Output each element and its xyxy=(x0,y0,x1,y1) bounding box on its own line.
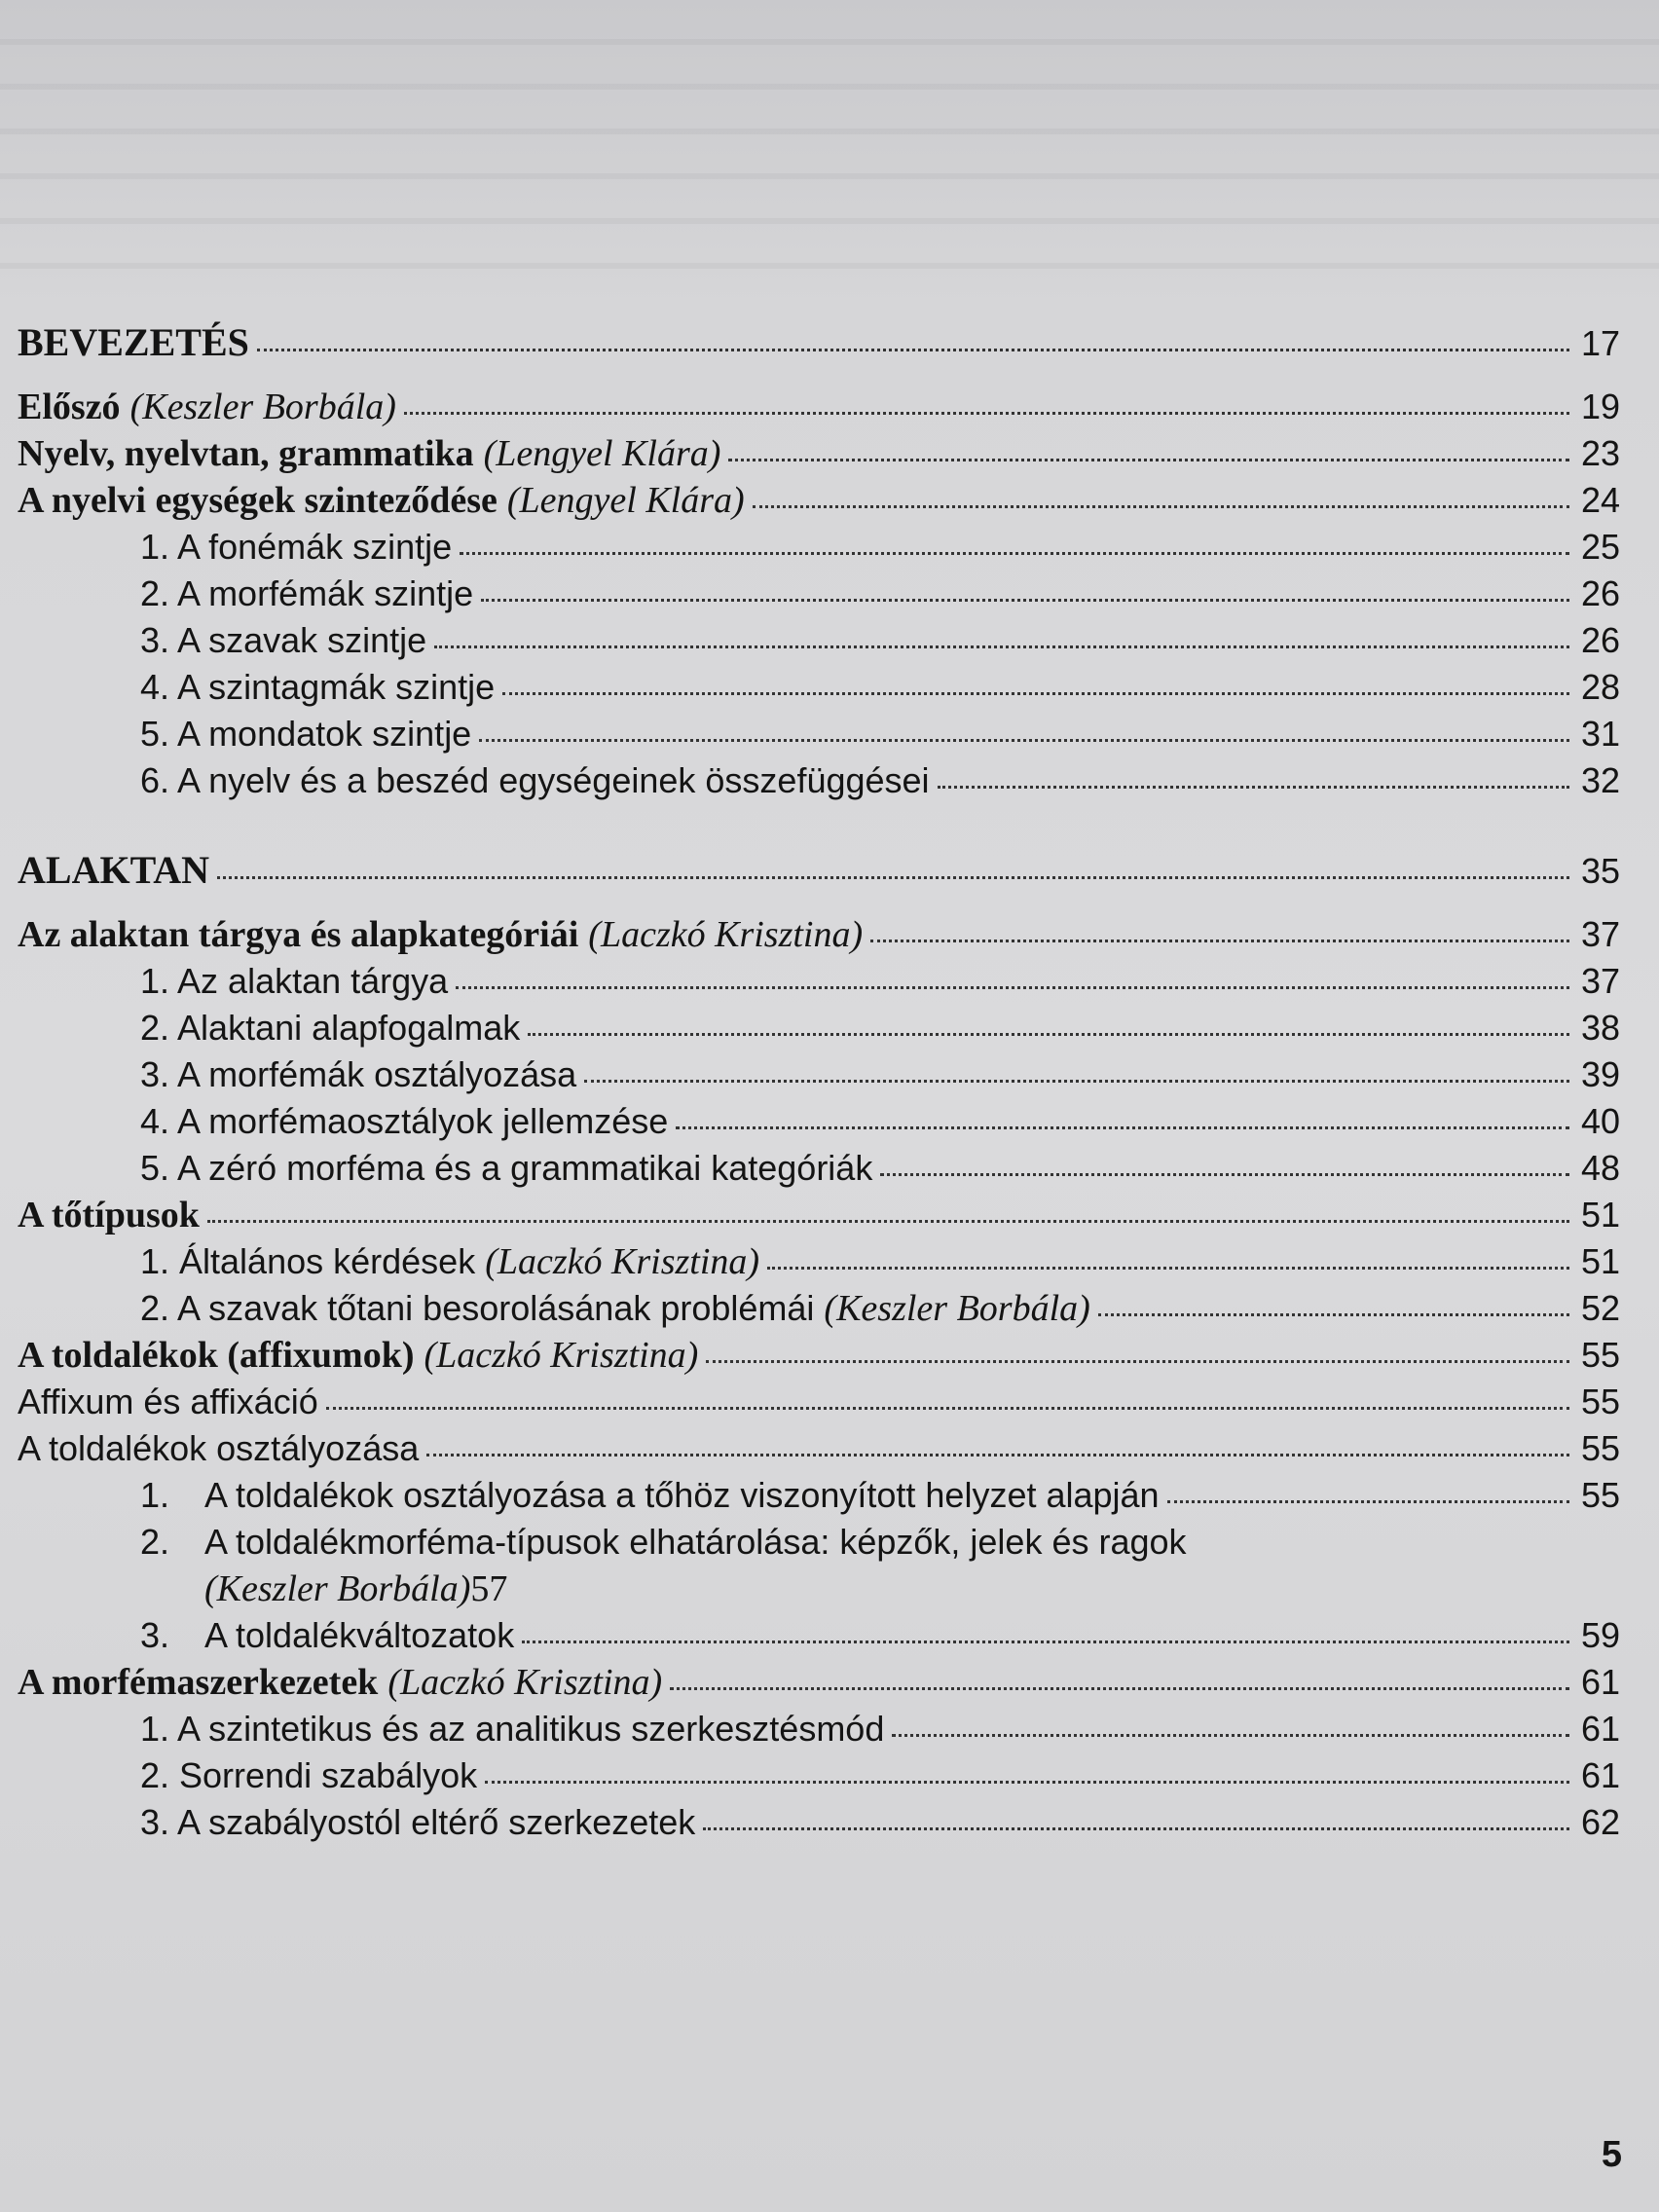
entry-page-number: 24 xyxy=(1580,480,1620,520)
entry-title: A nyelvi egységek szinteződése xyxy=(18,480,498,521)
entry-page-number: 25 xyxy=(1580,527,1620,567)
entry-number: 3. xyxy=(140,1615,170,1655)
dot-leader xyxy=(502,692,1569,695)
toc-entry xyxy=(18,1051,1620,1098)
section-title: BEVEZETÉS xyxy=(18,320,249,364)
toc-entry xyxy=(18,1472,1620,1519)
toc-entry xyxy=(18,1005,1620,1051)
entry-title: 5. A zéró morféma és a grammatikai kategóriák xyxy=(140,1148,873,1188)
entry-page-number: 26 xyxy=(1580,573,1620,613)
dot-leader xyxy=(706,1360,1569,1363)
toc-entry xyxy=(18,1192,1620,1238)
entry-title: 3. A szavak szintje xyxy=(140,620,427,660)
toc-entry xyxy=(18,524,1620,571)
entry-page-number: 59 xyxy=(1580,1615,1620,1655)
toc-entry xyxy=(18,1659,1620,1706)
entry-title: Nyelv, nyelvtan, grammatika xyxy=(18,433,474,474)
entry-page-number: 51 xyxy=(1580,1195,1620,1235)
entry-page-number: 37 xyxy=(1580,914,1620,954)
dot-leader xyxy=(676,1126,1569,1129)
dot-leader xyxy=(1098,1313,1569,1316)
entry-page-number: 55 xyxy=(1580,1475,1620,1515)
toc-entry xyxy=(18,1425,1620,1472)
toc-entry xyxy=(18,1098,1620,1145)
section-page-number: 35 xyxy=(1580,851,1620,891)
entry-page-number: 55 xyxy=(1580,1382,1620,1421)
entry-title: A toldalékváltozatok xyxy=(204,1615,515,1655)
entry-author: (Laczkó Krisztina) xyxy=(485,1241,760,1282)
toc-entry xyxy=(18,1285,1620,1332)
dot-leader xyxy=(481,599,1569,602)
entry-title: 1. A fonémák szintje xyxy=(140,527,453,567)
entry-page-number: 32 xyxy=(1580,760,1620,800)
toc-entry xyxy=(18,430,1620,477)
entry-author: (Keszler Borbála) xyxy=(204,1568,471,1609)
dot-leader xyxy=(456,986,1569,989)
dot-leader xyxy=(479,739,1569,742)
entry-page-number: 62 xyxy=(1580,1802,1620,1842)
dot-leader xyxy=(404,412,1569,415)
toc-entry-line xyxy=(18,1519,1620,1566)
dot-leader xyxy=(1167,1500,1569,1503)
toc-entry-continuation xyxy=(18,1566,1620,1612)
dot-leader xyxy=(670,1687,1569,1690)
toc-entry xyxy=(18,1145,1620,1192)
toc-section-heading xyxy=(18,847,1620,894)
entry-page-number: 55 xyxy=(1580,1335,1620,1375)
entry-number: 1. xyxy=(140,1475,170,1515)
entry-title: 2. A morfémák szintje xyxy=(140,573,474,613)
entry-title: 1. A szintetikus és az analitikus szerkesztésmód xyxy=(140,1709,885,1749)
entry-title: 2. A szavak tőtani besorolásának problémái xyxy=(140,1288,815,1328)
toc-entry xyxy=(18,911,1620,958)
table-of-contents xyxy=(18,319,1620,1846)
section-page-number: 17 xyxy=(1580,323,1620,363)
dot-leader xyxy=(460,552,1569,555)
entry-title: A toldalékok osztályozása a tőhöz viszonyított helyzet alapján xyxy=(204,1475,1160,1515)
entry-author: (Keszler Borbála) xyxy=(129,387,396,427)
dot-leader xyxy=(767,1267,1569,1270)
entry-page-number: 37 xyxy=(1580,961,1620,1001)
entry-title: A toldalékok (affixumok) xyxy=(18,1335,415,1376)
entry-author: (Laczkó Krisztina) xyxy=(424,1335,699,1376)
entry-page-number: 57 xyxy=(470,1568,508,1609)
entry-page-number: 40 xyxy=(1580,1101,1620,1141)
toc-entry xyxy=(18,384,1620,430)
entry-title: A tőtípusok xyxy=(18,1195,200,1235)
entry-title: 2. Alaktani alapfogalmak xyxy=(140,1008,521,1048)
dot-leader xyxy=(207,1220,1569,1223)
toc-entry xyxy=(18,617,1620,664)
entry-page-number: 48 xyxy=(1580,1148,1620,1188)
dot-leader xyxy=(938,786,1569,789)
entry-title: Az alaktan tárgya és alapkategóriái xyxy=(18,914,579,955)
dot-leader xyxy=(880,1173,1569,1176)
entry-page-number: 61 xyxy=(1580,1709,1620,1749)
toc-entry xyxy=(18,477,1620,524)
dot-leader xyxy=(870,940,1569,942)
toc-section-heading xyxy=(18,319,1620,366)
entry-title: A toldalékok osztályozása xyxy=(18,1428,420,1468)
entry-page-number: 61 xyxy=(1580,1662,1620,1702)
dot-leader xyxy=(728,459,1569,461)
entry-title: A toldalékmorféma-típusok elhatárolása: képzők, jelek és ragok xyxy=(204,1522,1187,1562)
dot-leader xyxy=(703,1827,1569,1830)
dot-leader xyxy=(528,1033,1569,1036)
entry-title: 2. Sorrendi szabályok xyxy=(140,1755,478,1795)
dot-leader xyxy=(217,876,1569,879)
entry-page-number: 31 xyxy=(1580,714,1620,754)
entry-title: 4. A szintagmák szintje xyxy=(140,667,496,707)
dot-leader xyxy=(485,1781,1569,1784)
entry-page-number: 19 xyxy=(1580,387,1620,426)
heading-gap xyxy=(18,366,1620,384)
entry-title: 1. Az alaktan tárgya xyxy=(140,961,449,1001)
entry-page-number: 52 xyxy=(1580,1288,1620,1328)
entry-page-number: 51 xyxy=(1580,1241,1620,1281)
toc-entry xyxy=(18,1612,1620,1659)
toc-entry xyxy=(18,1752,1620,1799)
entry-page-number: 28 xyxy=(1580,667,1620,707)
section-gap xyxy=(18,804,1620,847)
section-title: ALAKTAN xyxy=(18,848,210,892)
page-number: 5 xyxy=(1601,2134,1622,2175)
show-through-text xyxy=(0,0,1659,292)
entry-author: (Laczkó Krisztina) xyxy=(387,1662,663,1703)
entry-author: (Lengyel Klára) xyxy=(483,433,721,474)
toc-entry xyxy=(18,571,1620,617)
dot-leader xyxy=(326,1407,1569,1410)
entry-page-number: 38 xyxy=(1580,1008,1620,1048)
toc-entry xyxy=(18,1238,1620,1285)
entry-title: 4. A morfémaosztályok jellemzése xyxy=(140,1101,669,1141)
toc-entry xyxy=(18,1706,1620,1752)
toc-entry xyxy=(18,1799,1620,1846)
entry-title: 6. A nyelv és a beszéd egységeinek összefüggései xyxy=(140,760,930,800)
entry-title: Előszó xyxy=(18,387,121,427)
entry-title: 1. Általános kérdések xyxy=(140,1241,476,1281)
entry-author: (Keszler Borbála) xyxy=(824,1288,1090,1329)
toc-entry xyxy=(18,1379,1620,1425)
dot-leader xyxy=(753,505,1569,508)
entry-page-number: 26 xyxy=(1580,620,1620,660)
entry-page-number: 23 xyxy=(1580,433,1620,473)
entry-title: A morfémaszerkezetek xyxy=(18,1662,379,1703)
entry-author: (Laczkó Krisztina) xyxy=(588,914,864,955)
entry-title: 3. A szabályostól eltérő szerkezetek xyxy=(140,1802,696,1842)
toc-entry xyxy=(18,664,1620,711)
dot-leader xyxy=(257,349,1569,351)
entry-number: 2. xyxy=(140,1522,170,1562)
entry-title: Affixum és affixáció xyxy=(18,1382,318,1421)
heading-gap xyxy=(18,894,1620,911)
entry-page-number: 61 xyxy=(1580,1755,1620,1795)
entry-page-number: 55 xyxy=(1580,1428,1620,1468)
toc-entry xyxy=(18,711,1620,757)
entry-title: 3. A morfémák osztályozása xyxy=(140,1054,577,1094)
dot-leader xyxy=(522,1641,1569,1643)
dot-leader xyxy=(434,645,1569,648)
entry-author: (Lengyel Klára) xyxy=(506,480,745,521)
dot-leader xyxy=(584,1080,1569,1083)
dot-leader xyxy=(426,1454,1569,1456)
toc-entry xyxy=(18,757,1620,804)
toc-entry xyxy=(18,958,1620,1005)
entry-title: 5. A mondatok szintje xyxy=(140,714,472,754)
toc-entry xyxy=(18,1332,1620,1379)
dot-leader xyxy=(892,1734,1569,1737)
entry-page-number: 39 xyxy=(1580,1054,1620,1094)
